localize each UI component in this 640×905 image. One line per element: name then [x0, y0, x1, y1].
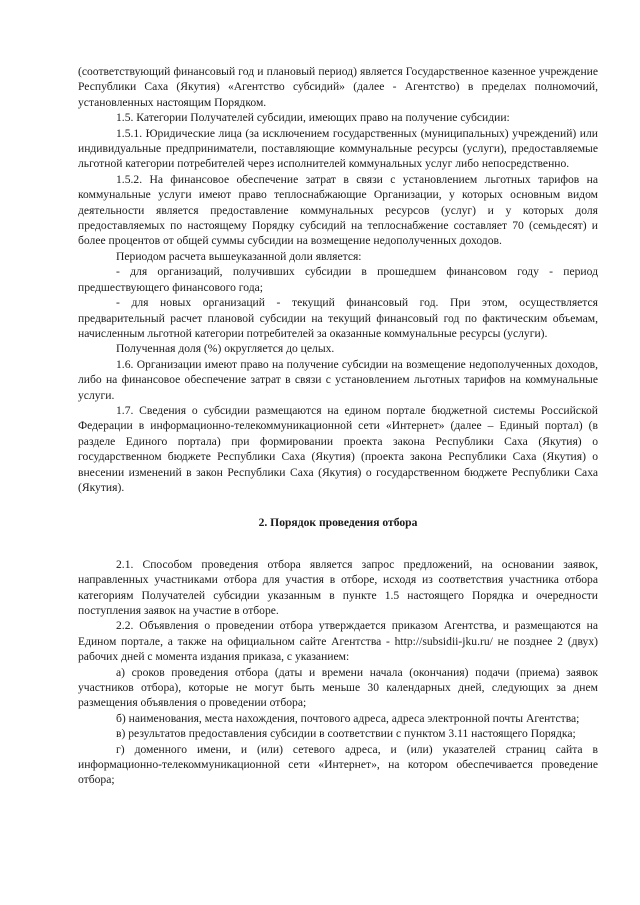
list-item-v: в) результатов предоставления субсидии в соответствии с пунктом 3.11 настоящего Порядка; [116, 727, 576, 741]
paragraph-1-6: 1.6. Организации имеют право на получение субсидии на возмещение недополученных доходов, либо на финансовое обеспечение затрат в связи с установлением льготных тарифов на коммунальные услуги. [78, 357, 598, 402]
paragraph-2-1: 2.1. Способом проведения отбора является запрос предложений, на основании заявок, направленных участниками отбора для участия в отборе, исходя из соответствия участника отбора категориям Получателей субсидии указанным в пункте 1.5 настоящего Порядка и очередности поступления заявок на участие в отборе. [78, 557, 598, 617]
paragraph-1-5-1: 1.5.1. Юридические лица (за исключением государственных (муниципальных) учреждений) или индивидуальные предприниматели, поставляющие коммунальные ресурсы (услуги), предоставляемые льготной категории потребителей через исполнителей коммунальных услуг либо непосредственно. [78, 126, 598, 171]
paragraph-rounding: Полученная доля (%) округляется до целых. [116, 342, 335, 356]
paragraph-2-2: 2.2. Объявления о проведении отбора утверждается приказом Агентства, и размещаются на Едином портале, а также на официальном сайте Агентства - http://subsidii-jku.ru/ не позднее 2 (двух) рабочих дней с момента издания приказа, с указанием: [78, 619, 598, 664]
paragraph-1-7: 1.7. Сведения о субсидии размещаются на едином портале бюджетной системы Российской Федерации в информационно-телекоммуникационной сети «Интернет» (далее – Единый портал) (в разделе Единого портала) при формировании проекта закона Республики Саха (Якутия) о государственном бюджете Республики Саха (Якутия) (проекта закона Республики Саха (Якутия) о внесении изменений в закон Республики Саха (Якутия) о государственном бюджете Республики Саха (Якутия). [78, 403, 598, 494]
paragraph-period-item-1: - для организаций, получивших субсидии в прошедшем финансовом году - период предшествующего финансового года; [78, 265, 598, 294]
paragraph-1-5: 1.5. Категории Получателей субсидии, имеющих право на получение субсидии: [116, 111, 510, 125]
document-page [78, 64, 598, 788]
paragraph-1-5-2: 1.5.2. На финансовое обеспечение затрат в связи с установлением льготных тарифов на коммунальные услуги имеют право теплоснабжающие Организации, у которых основным видом деятельности является предоставление коммунальных ресурсов (услуг) и у которых доля предоставляемых по настоящему Порядку субсидий на теплоснабжение составляет 70 (семьдесят) и более процентов от общей суммы субсидии на возмещение недополученных доходов. [78, 172, 598, 248]
section-heading: 2. Порядок проведения отбора [258, 516, 418, 530]
paragraph-continuation: (соответствующий финансовый год и плановый период) является Государственное казенное учреждение Республики Саха (Якутия) «Агентство субсидий» (далее - Агентство) в пределах полномочий, установленных настоящим Порядком. [78, 65, 598, 109]
paragraph-period: Периодом расчета вышеуказанной доли является: [116, 249, 362, 263]
list-item-b: б) наименования, места нахождения, почтового адреса, адреса электронной почты Агентства; [116, 711, 580, 725]
list-item-a: а) сроков проведения отбора (даты и времени начала (окончания) подачи (приема) заявок участников отбора), которые не могут быть меньше 30 календарных дней, следующих за днем размещения объявления о проведении отбора; [78, 665, 598, 710]
list-item-g: г) доменного имени, и (или) сетевого адреса, и (или) указателей страниц сайта в информационно-телекоммуникационной сети «Интернет», на котором обеспечивается проведение отбора; [78, 742, 598, 787]
paragraph-period-item-2: - для новых организаций - текущий финансовый год. При этом, осуществляется предварительный расчет плановой субсидии на текущий финансовый год по фактическим объемам, начисленным льготной категории потребителей за оказанные коммунальные ресурсы (услуги). [78, 296, 598, 340]
